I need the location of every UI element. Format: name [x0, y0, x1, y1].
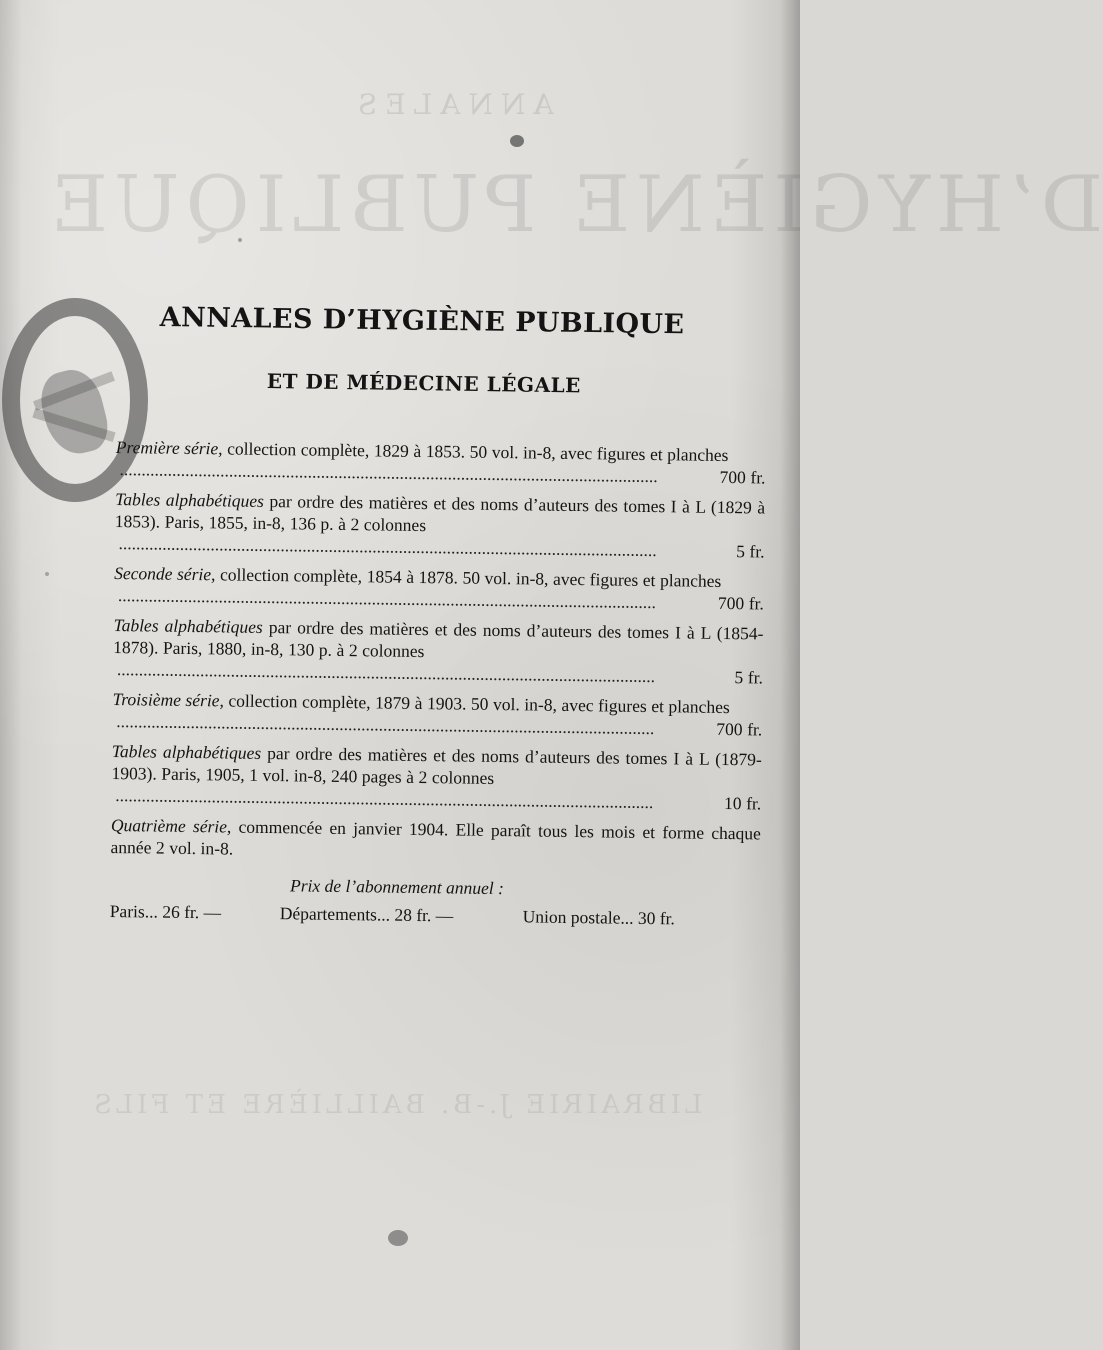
dot-leader: ...........................................................................................................................	[116, 711, 655, 739]
entry-price: 10 fr.	[723, 792, 762, 814]
entry-price: 700 fr.	[719, 466, 766, 488]
union-postale-price: Union postale... 30 fr.	[522, 906, 676, 929]
entry-price: 700 fr.	[717, 592, 764, 614]
entry-price-line	[111, 784, 761, 815]
entry-series: Tables alphabétiques	[113, 614, 263, 637]
entry-price-line	[113, 658, 763, 689]
dot-leader: ...........................................................................................................................	[116, 659, 656, 687]
dot-leader: ...........................................................................................................................	[119, 459, 658, 487]
dot-leader: ...........................................................................................................................	[117, 585, 657, 613]
entry-text: par ordre des matières et des noms d’auteurs des tomes I à L (1854-1878). Paris, 1880, in-8, 130 p. à 2 colonnes	[113, 616, 764, 662]
entry-price: 5 fr.	[736, 541, 765, 562]
departements-price: Départements... 28 fr. —	[279, 903, 454, 926]
catalog-entry-2	[114, 488, 765, 563]
subscription-prices	[110, 900, 760, 933]
catalog-entry-3	[114, 562, 765, 615]
ink-spot-top	[510, 135, 524, 147]
entry-price-line	[114, 532, 764, 563]
dot-leader: ...........................................................................................................................	[115, 785, 654, 813]
entry-price: 5 fr.	[734, 667, 764, 688]
entry-text: , collection complète, 1879 à 1903. 50 vol. in-8, avec figures et planches	[219, 690, 730, 718]
entry-text: , commencée en janvier 1904. Elle paraît tous les mois et forme chaque année 2 vol. in-8.	[110, 816, 761, 859]
catalog-entry-4	[113, 614, 764, 689]
ink-dot-left	[45, 572, 49, 576]
page-subtitle: ET DE MÉDECINE LÉGALE	[266, 369, 582, 398]
entry-text: par ordre des matières et des noms d’auteurs des tomes I à L (1829 à 1853). Paris, 1855, in-8, 136 p. à 2 colonnes	[114, 490, 766, 536]
bleed-through-footer: LIBRAIRIE J.-B. BAILLIÈRE ET FILS	[90, 1090, 703, 1120]
catalog-entry-1	[115, 436, 766, 489]
entry-series: Première série	[115, 436, 219, 459]
bleed-through-heading: D’HYGIÈNE PUBLIQUE	[45, 160, 1103, 250]
subscription-title: Prix de l’abonnement annuel :	[290, 875, 505, 899]
catalog-entry-7	[110, 814, 761, 867]
bleed-through-text: ANNALES	[350, 88, 554, 121]
entry-series: Troisième série	[112, 688, 220, 711]
entry-series: Tables alphabétiques	[115, 488, 265, 511]
entry-price: 700 fr.	[716, 718, 763, 740]
entry-series: Quatrième série	[110, 814, 228, 837]
catalog-entry-6	[111, 740, 762, 815]
catalog-entry-5	[112, 688, 763, 741]
entry-text: , collection complète, 1829 à 1853. 50 vol. in-8, avec figures et planches	[218, 438, 729, 466]
entry-text: , collection complète, 1854 à 1878. 50 vol. in-8, avec figures et planches	[210, 564, 722, 591]
catalog-entries	[110, 436, 766, 932]
ink-dot-mid	[238, 238, 242, 242]
page-title: ANNALES D’HYGIÈNE PUBLIQUE	[159, 302, 685, 341]
ink-spot-bottom	[388, 1230, 408, 1246]
entry-text: par ordre des matières et des noms d’auteurs des tomes I à L (1879-1903). Paris, 1905, 1 vol. in-8, 240 pages à 2 colonnes	[111, 742, 762, 788]
paris-price: Paris... 26 fr. —	[109, 900, 222, 923]
dot-leader: ...........................................................................................................................	[118, 533, 657, 561]
entry-series: Tables alphabétiques	[111, 740, 262, 763]
entry-series: Seconde série	[114, 562, 212, 585]
